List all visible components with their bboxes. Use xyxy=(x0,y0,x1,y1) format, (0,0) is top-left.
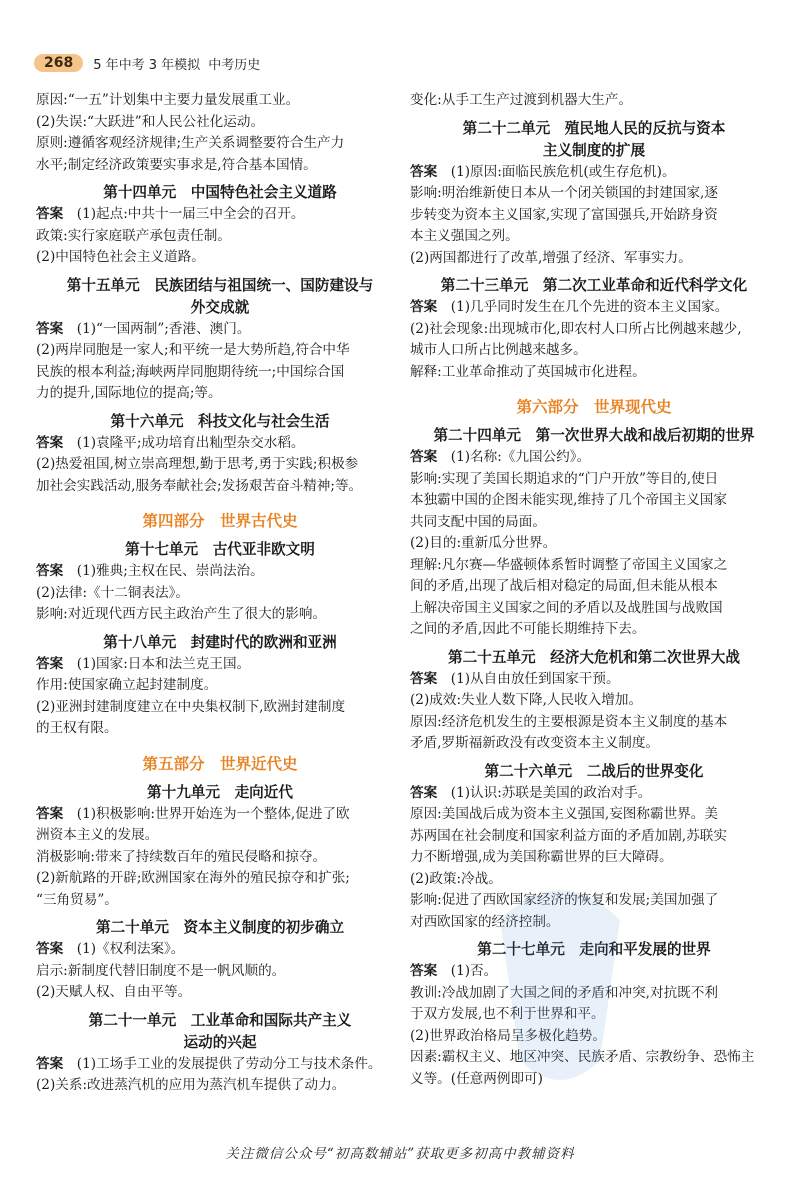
text-line: (2)热爱祖国,树立崇高理想,勤于思考,勇于实践;积极参 xyxy=(36,456,359,472)
unit-heading: 外交成就 xyxy=(190,298,250,316)
text-line: 原因:美国战后成为资本主义强国,妄图称霸世界。美 xyxy=(410,806,718,822)
unit-heading: 第二十三单元 第二次工业革命和近代科学文化 xyxy=(440,277,748,294)
text-line: 本独霸中国的企图未能实现,维持了几个帝国主义国家 xyxy=(410,492,727,508)
part-heading: 第五部分 世界近代史 xyxy=(142,754,298,773)
answer-label: 答案 xyxy=(36,206,77,222)
answer-text: (1)原因:面临民族危机(或生存危机)。 xyxy=(450,163,676,180)
unit-heading: 第二十七单元 走向和平发展的世界 xyxy=(477,941,711,958)
answer-text: (1)几乎同时发生在几个先进的资本主义国家。 xyxy=(450,299,729,315)
answer-label: 答案 xyxy=(410,784,451,801)
text-line: (2)新航路的开辟;欧洲国家在海外的殖民掠夺和扩张; xyxy=(36,870,350,886)
text-line: 影响:对近现代西方民主政治产生了很大的影响。 xyxy=(36,606,327,622)
answer-label: 答案 xyxy=(410,449,451,465)
text-line: 理解:凡尔赛—华盛顿体系暂时调整了帝国主义国家之 xyxy=(410,556,728,573)
answer-text: (1)否。 xyxy=(450,963,498,979)
book-subject: 中考历史 xyxy=(208,57,261,73)
text-line: 政策:实行家庭联产承包责任制。 xyxy=(36,227,231,244)
text-line: 解释:工业革命推动了英国城市化进程。 xyxy=(410,363,646,380)
answer-line xyxy=(410,297,778,319)
text-line: 影响:明治维新使日本从一个闭关锁国的封建国家,逐 xyxy=(410,185,718,201)
text-line: (2)关系:改进蒸汽机的应用为蒸汽机车提供了动力。 xyxy=(36,1077,346,1093)
answer-text: (1)积极影响:世界开始连为一个整体,促进了欧 xyxy=(76,805,350,822)
text-line: 于双方发展,也不利于世界和平。 xyxy=(410,1006,605,1022)
unit-heading: 第十六单元 科技文化与社会生活 xyxy=(110,412,330,430)
answer-text: (1)“一国两制”;香港、澳门。 xyxy=(76,320,251,337)
left-column xyxy=(36,90,404,1097)
answer-line xyxy=(410,162,778,184)
text-line: 苏两国在社会制度和国家利益方面的矛盾加剧,苏联实 xyxy=(410,827,727,844)
answer-label: 答案 xyxy=(36,805,77,822)
text-line: 启示:新制度代替旧制度不是一帆风顺的。 xyxy=(36,962,286,979)
text-line: 洲资本主义的发展。 xyxy=(36,827,159,843)
answer-line xyxy=(36,654,404,676)
answer-line xyxy=(36,804,404,826)
text-line: (2)成效:失业人数下降,人民收入增加。 xyxy=(410,692,643,708)
text-line: (2)失误:“大跃进”和人民公社化运动。 xyxy=(36,113,265,130)
page-number: 268 xyxy=(34,54,83,72)
text-line: (2)两国都进行了改革,增强了经济、军事实力。 xyxy=(410,249,692,266)
text-line: 原因:“一五”计划集中主要力量发展重工业。 xyxy=(36,92,300,108)
right-column xyxy=(410,90,778,1090)
text-line: 教训:冷战加剧了大国之间的矛盾和冲突,对抗既不利 xyxy=(410,984,718,1001)
answer-label: 答案 xyxy=(410,670,451,687)
text-line: 上解决帝国主义国家之间的矛盾以及战胜国与战败国 xyxy=(410,599,723,616)
answer-label: 答案 xyxy=(36,655,77,672)
answer-label: 答案 xyxy=(410,163,451,180)
answer-label: 答案 xyxy=(410,963,451,979)
answer-label: 答案 xyxy=(36,434,77,451)
answer-line xyxy=(36,939,404,961)
unit-heading: 第十五单元 民族团结与祖国统一、国防建设与 xyxy=(66,276,374,294)
unit-heading: 运动的兴起 xyxy=(183,1033,257,1051)
text-line: (2)法律:《十二铜表法》。 xyxy=(36,584,189,601)
unit-heading: 第二十单元 资本主义制度的初步确立 xyxy=(95,919,345,936)
text-line: 力不断增强,成为美国称霸世界的巨大障碍。 xyxy=(410,849,673,865)
part-heading: 第六部分 世界现代史 xyxy=(516,398,672,416)
page-footer: 关注微信公众号“初高数辅站”获取更多初高中教辅资料 xyxy=(225,1146,575,1162)
answer-line xyxy=(410,447,778,469)
text-line: 间的矛盾,出现了战后相对稳定的局面,但未能从根本 xyxy=(410,578,718,594)
text-line: 作用:使国家确立起封建制度。 xyxy=(36,677,218,693)
text-line: 矛盾,罗斯福新政没有改变资本主义制度。 xyxy=(410,735,660,751)
answer-label: 答案 xyxy=(36,1055,77,1072)
book-title: 5 年中考 3 年模拟 xyxy=(93,57,201,73)
text-line: 民族的根本利益;海峡两岸同胞期待统一;中国综合国 xyxy=(36,363,345,380)
answer-text: (1)认识:苏联是美国的政治对手。 xyxy=(450,784,652,801)
text-line: 变化:从手工生产过渡到机器大生产。 xyxy=(410,92,633,108)
text-line: (2)政策:冷战。 xyxy=(410,870,502,887)
unit-heading: 第十四单元 中国特色社会主义道路 xyxy=(103,184,337,201)
text-line: (2)世界政治格局呈多极化趋势。 xyxy=(410,1027,606,1044)
answer-label: 答案 xyxy=(36,563,77,579)
answer-label: 答案 xyxy=(36,320,77,337)
answer-text: (1)《权利法案》。 xyxy=(76,941,185,957)
answer-text: (1)从自由放任到国家干预。 xyxy=(450,670,620,687)
text-line: (2)天赋人权、自由平等。 xyxy=(36,984,192,1000)
answer-line xyxy=(36,204,404,226)
text-line: 对西欧国家的经济控制。 xyxy=(410,913,560,930)
answer-text: (1)国家:日本和法兰克王国。 xyxy=(76,655,251,672)
text-line: 消极影响:带来了持续数百年的殖民侵略和掠夺。 xyxy=(36,848,327,865)
text-line: “三角贸易”。 xyxy=(36,891,118,908)
unit-heading: 第十八单元 封建时代的欧洲和亚洲 xyxy=(103,633,337,651)
text-line: (2)亚洲封建制度建立在中央集权制下,欧洲封建制度 xyxy=(36,698,346,715)
text-line: (2)社会现象:出现城市化,即农村人口所占比例越来越少, xyxy=(410,320,742,337)
text-line: 本主义强国之列。 xyxy=(410,228,519,244)
text-line: 力的提升,国际地位的提高;等。 xyxy=(36,385,222,401)
answer-label: 答案 xyxy=(410,299,451,315)
answer-text: (1)起点:中共十一届三中全会的召开。 xyxy=(76,206,305,222)
answer-line xyxy=(410,783,778,805)
answer-line xyxy=(36,1054,404,1076)
unit-heading: 第二十一单元 工业革命和国际共产主义 xyxy=(88,1011,352,1029)
text-line: 原则:遵循客观经济规律;生产关系调整要符合生产力 xyxy=(36,135,345,151)
answer-text: (1)袁隆平;成功培育出籼型杂交水稻。 xyxy=(76,434,305,451)
text-line: 的王权有限。 xyxy=(36,720,118,736)
answer-text: (1)名称:《九国公约》。 xyxy=(450,449,591,465)
unit-heading: 第十九单元 走向近代 xyxy=(147,783,293,801)
unit-heading: 第二十二单元 殖民地人民的反抗与资本 xyxy=(462,119,726,137)
answer-line xyxy=(36,561,404,583)
unit-heading: 第二十四单元 第一次世界大战和战后初期的世界 xyxy=(433,427,755,444)
text-line: 水平;制定经济政策要实事求是,符合基本国情。 xyxy=(36,156,317,173)
unit-heading: 第二十五单元 经济大危机和第二次世界大战 xyxy=(448,648,740,666)
text-line: 共同支配中国的局面。 xyxy=(410,513,546,530)
text-line: 原因:经济危机发生的主要根源是资本主义制度的基本 xyxy=(410,713,728,730)
text-line: 义等。(任意两例即可) xyxy=(410,1070,543,1087)
part-heading: 第四部分 世界古代史 xyxy=(142,512,298,530)
text-line: (2)目的:重新瓜分世界。 xyxy=(410,535,557,551)
text-line: 之间的矛盾,因此不可能长期维持下去。 xyxy=(410,621,646,637)
answer-line xyxy=(410,961,778,983)
text-line: 因素:霸权主义、地区冲突、民族矛盾、宗教纷争、恐怖主 xyxy=(410,1049,755,1065)
answer-line xyxy=(410,669,778,691)
unit-heading: 第十七单元 古代亚非欧文明 xyxy=(125,541,315,558)
text-line: 步转变为资本主义国家,实现了富国强兵,开始跻身资 xyxy=(410,206,718,223)
page-header xyxy=(34,52,260,74)
text-line: (2)中国特色社会主义道路。 xyxy=(36,249,205,265)
answer-text: (1)工场手工业的发展提供了劳动分工与技术条件。 xyxy=(76,1055,382,1072)
text-line: 城市人口所占比例越来越多。 xyxy=(410,342,587,358)
answer-text: (1)雅典;主权在民、崇尚法治。 xyxy=(76,563,264,579)
answer-line xyxy=(36,433,404,455)
unit-heading: 主义制度的扩展 xyxy=(542,141,646,159)
text-line: (2)两岸同胞是一家人;和平统一是大势所趋,符合中华 xyxy=(36,342,350,358)
answer-line xyxy=(36,319,404,341)
unit-heading: 第二十六单元 二战后的世界变化 xyxy=(484,762,704,780)
text-line: 影响:促进了西欧国家经济的恢复和发展;美国加强了 xyxy=(410,892,719,908)
text-line: 影响:实现了美国长期追求的“门户开放”等目的,使日 xyxy=(410,470,719,487)
text-line: 加社会实践活动,服务奉献社会;发扬艰苦奋斗精神;等。 xyxy=(36,477,363,494)
answer-label: 答案 xyxy=(36,941,77,957)
